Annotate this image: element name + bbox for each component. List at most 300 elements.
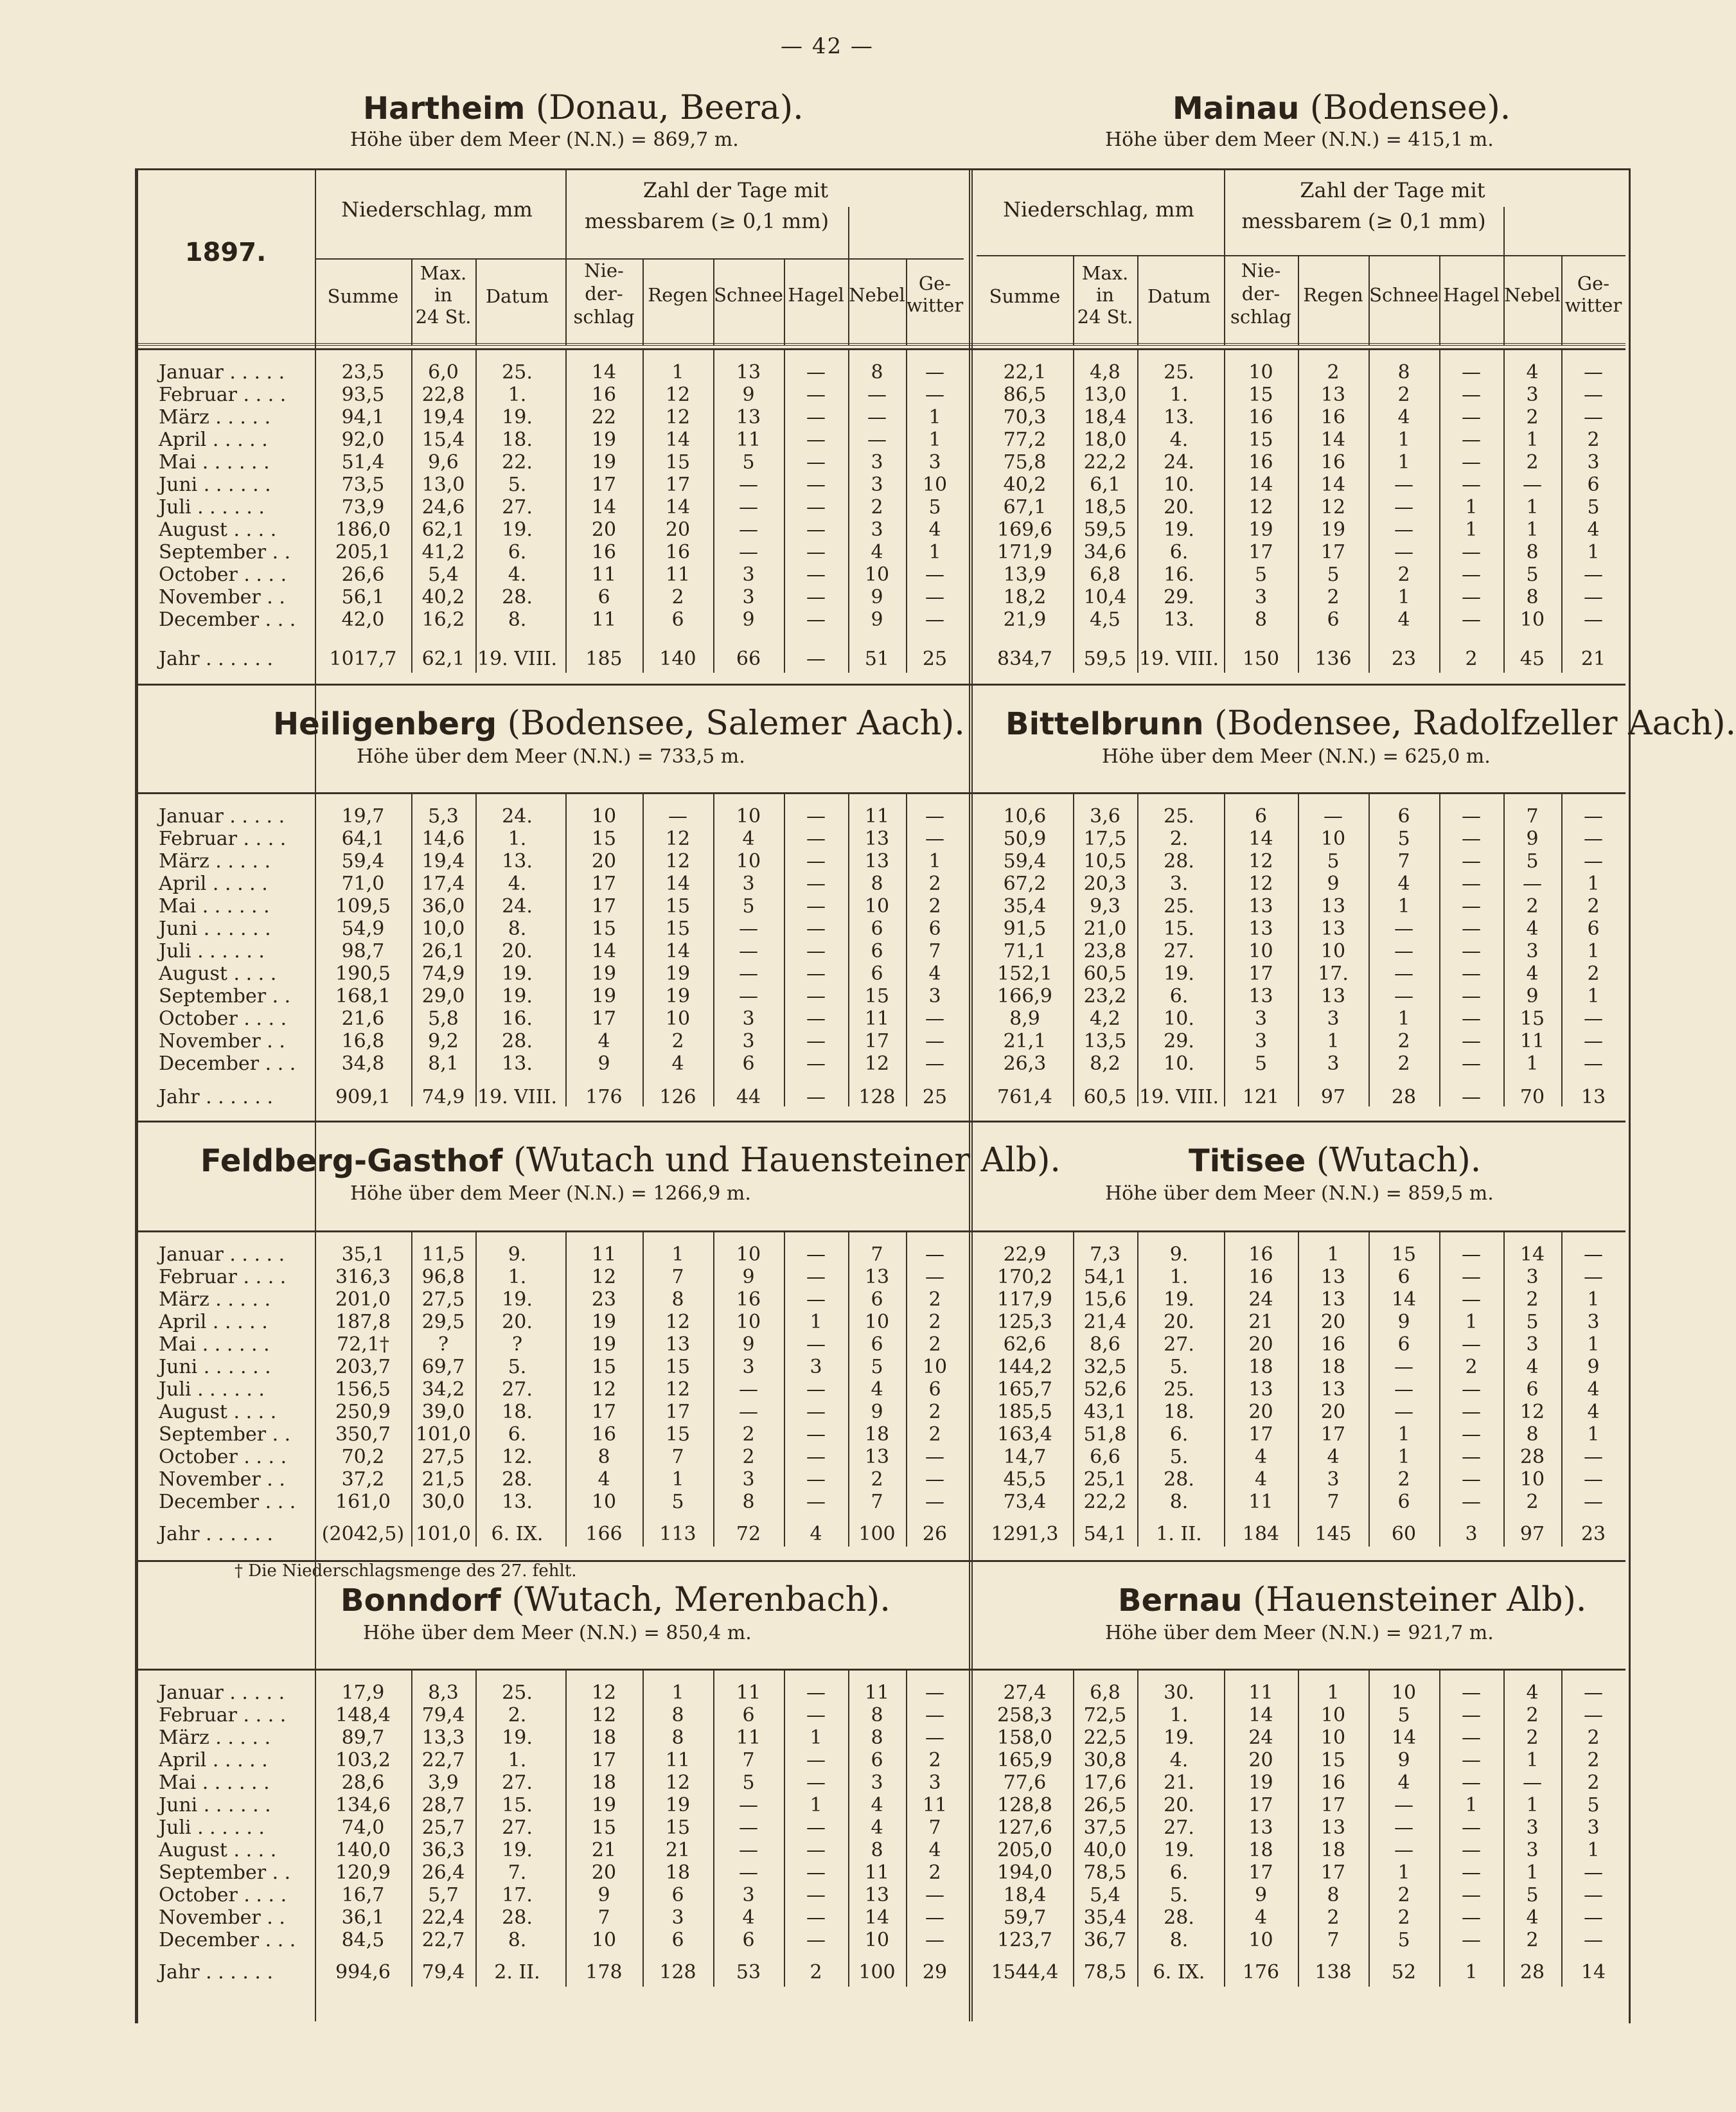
table-cell: 9 bbox=[598, 1052, 610, 1075]
table-cell: 29. bbox=[1164, 586, 1194, 608]
table-cell: 6. bbox=[1169, 985, 1189, 1007]
table-cell: 4 bbox=[1397, 608, 1410, 631]
table-cell: 2 bbox=[1397, 1468, 1410, 1491]
table-cell: 6. bbox=[508, 1423, 527, 1446]
table-cell: 1 bbox=[1465, 496, 1478, 519]
table-cell: 6 bbox=[1397, 1266, 1410, 1288]
table-cell: 14 bbox=[1320, 429, 1346, 451]
table-cell: 17,5 bbox=[1083, 828, 1127, 850]
table-cell: — bbox=[925, 1052, 944, 1075]
table-cell: 145 bbox=[1315, 1523, 1352, 1545]
table-cell: 25. bbox=[1164, 1378, 1194, 1401]
table-cell: 7 bbox=[871, 1243, 883, 1266]
left-zahl-header-2: messbarem (≥ 0,1 mm) bbox=[584, 209, 829, 233]
right-station-title bbox=[1173, 89, 1510, 128]
table-cell: 194,0 bbox=[997, 1861, 1052, 1884]
table-cell: 23 bbox=[591, 1288, 617, 1311]
month-label: November . . bbox=[159, 1906, 285, 1929]
column-rule bbox=[906, 1670, 907, 1987]
table-cell: 23 bbox=[1581, 1523, 1606, 1545]
table-cell: 13 bbox=[1248, 895, 1273, 918]
table-cell: 1 bbox=[1587, 985, 1600, 1007]
table-row bbox=[0, 1468, 1654, 1491]
table-cell: 3 bbox=[871, 474, 883, 496]
row-rule bbox=[136, 1121, 1625, 1123]
table-cell: 8 bbox=[871, 1704, 883, 1726]
table-cell: 13 bbox=[665, 1333, 691, 1356]
table-cell: 28. bbox=[502, 586, 533, 608]
table-cell: — bbox=[1462, 1266, 1481, 1288]
table-cell: — bbox=[1584, 850, 1603, 873]
station-name: Mainau bbox=[1173, 91, 1300, 127]
column-rule bbox=[642, 258, 644, 345]
table-cell: 10. bbox=[1164, 1052, 1194, 1075]
column-rule bbox=[848, 350, 849, 673]
table-cell: 19 bbox=[591, 1311, 617, 1333]
table-cell: 101,0 bbox=[416, 1423, 471, 1446]
table-cell: 19. VIII. bbox=[477, 1086, 557, 1108]
table-cell: 5. bbox=[1169, 1356, 1189, 1378]
table-cell: 15 bbox=[591, 918, 617, 940]
table-cell: 8 bbox=[1327, 1884, 1340, 1906]
table-cell: 18 bbox=[1248, 1839, 1273, 1861]
table-cell: 2 bbox=[928, 1423, 941, 1446]
table-cell: 27,5 bbox=[421, 1446, 465, 1468]
month-label: Februar . . . . bbox=[159, 828, 287, 850]
column-rule bbox=[713, 350, 714, 673]
table-cell: — bbox=[806, 1333, 826, 1356]
table-cell: 11 bbox=[736, 429, 761, 451]
table-cell: 1 bbox=[1526, 1861, 1539, 1884]
table-cell: 19 bbox=[591, 429, 617, 451]
table-cell: 28 bbox=[1519, 1961, 1545, 1983]
table-cell: — bbox=[806, 1446, 826, 1468]
table-cell: 36,7 bbox=[1083, 1929, 1127, 1951]
table-cell: 10 bbox=[1248, 361, 1273, 384]
table-cell: 5 bbox=[742, 1771, 755, 1794]
table-cell: 25. bbox=[502, 1682, 533, 1704]
table-cell: 1 bbox=[1327, 1682, 1340, 1704]
table-cell: — bbox=[925, 1906, 944, 1929]
table-cell: 12 bbox=[1320, 496, 1346, 519]
month-label: November . . bbox=[159, 1030, 285, 1052]
table-cell: 28. bbox=[502, 1906, 533, 1929]
table-cell: 2 bbox=[1465, 1356, 1478, 1378]
month-label: April . . . . . bbox=[159, 1311, 268, 1333]
table-cell: 1 bbox=[1327, 1030, 1340, 1052]
table-cell: 140,0 bbox=[335, 1839, 391, 1861]
table-cell: 15 bbox=[665, 918, 691, 940]
column-rule bbox=[1224, 168, 1225, 345]
table-cell: 13 bbox=[1248, 1378, 1273, 1401]
table-cell: 6 bbox=[1397, 805, 1410, 828]
table-cell: 7 bbox=[1327, 1929, 1340, 1951]
column-rule bbox=[642, 794, 644, 1106]
table-cell: 138 bbox=[1315, 1961, 1352, 1983]
right-nebel-header: Nebel bbox=[1504, 284, 1561, 306]
table-cell: — bbox=[1584, 586, 1603, 608]
table-cell: 4 bbox=[1526, 1906, 1539, 1929]
table-cell: 3 bbox=[1587, 451, 1600, 474]
table-cell: 14,7 bbox=[1003, 1446, 1047, 1468]
month-label: Mai . . . . . . bbox=[159, 895, 270, 918]
table-cell: 6 bbox=[742, 1052, 755, 1075]
month-label: Januar . . . . . bbox=[159, 361, 285, 384]
table-cell: 19 bbox=[665, 1794, 691, 1816]
table-cell: 2 bbox=[1397, 1884, 1410, 1906]
table-cell: 316,3 bbox=[335, 1266, 391, 1288]
table-cell: 72,5 bbox=[1083, 1704, 1127, 1726]
column-rule bbox=[1503, 1232, 1505, 1547]
table-cell: 187,8 bbox=[335, 1311, 391, 1333]
table-cell: 18,4 bbox=[1083, 406, 1127, 429]
table-cell: 10 bbox=[864, 1929, 890, 1951]
table-cell: 2 bbox=[928, 1861, 941, 1884]
month-label: Juli . . . . . . bbox=[159, 940, 265, 963]
table-row bbox=[0, 1491, 1654, 1513]
table-cell: — bbox=[1462, 1884, 1481, 1906]
month-label: October . . . . bbox=[159, 563, 287, 586]
table-cell: — bbox=[1462, 940, 1481, 963]
table-cell: 16 bbox=[1248, 1243, 1273, 1266]
table-cell: 14 bbox=[665, 940, 691, 963]
table-cell: 1 bbox=[671, 1243, 684, 1266]
table-cell: 165,9 bbox=[997, 1749, 1052, 1771]
table-cell: — bbox=[806, 850, 826, 873]
table-cell: 5 bbox=[1397, 1929, 1410, 1951]
table-cell: 1 bbox=[1397, 586, 1410, 608]
table-cell: 165,7 bbox=[997, 1378, 1052, 1401]
table-cell: 16 bbox=[1248, 406, 1273, 429]
table-cell: — bbox=[739, 985, 758, 1007]
table-row bbox=[0, 895, 1654, 918]
table-cell: 16 bbox=[591, 384, 617, 406]
month-label: Juni . . . . . . bbox=[159, 918, 271, 940]
table-cell: — bbox=[1462, 451, 1481, 474]
month-label: März . . . . . bbox=[159, 850, 271, 873]
table-cell: 1 bbox=[1587, 873, 1600, 895]
table-cell: 1 bbox=[1397, 1007, 1410, 1030]
table-row bbox=[0, 648, 1654, 670]
column-rule bbox=[1503, 1670, 1505, 1987]
right-max-header-2: in bbox=[1096, 284, 1114, 306]
table-cell: 10,4 bbox=[1083, 586, 1127, 608]
table-cell: 1017,7 bbox=[329, 648, 397, 670]
table-cell: 19. bbox=[502, 1839, 533, 1861]
table-cell: 19. VIII. bbox=[1139, 648, 1219, 670]
table-cell: 10 bbox=[591, 1929, 617, 1951]
table-cell: 6 bbox=[671, 1884, 684, 1906]
table-cell: 15 bbox=[1391, 1243, 1417, 1266]
table-cell: 5 bbox=[1526, 563, 1539, 586]
table-cell: 8 bbox=[671, 1288, 684, 1311]
table-cell: — bbox=[1462, 1401, 1481, 1423]
table-cell: 2 bbox=[1327, 361, 1340, 384]
table-cell: 9,6 bbox=[428, 451, 459, 474]
table-cell: 2 bbox=[1526, 1929, 1539, 1951]
table-cell: 17 bbox=[1320, 1794, 1346, 1816]
table-row bbox=[0, 1961, 1654, 1983]
table-cell: 1. bbox=[508, 384, 527, 406]
table-cell: 60,5 bbox=[1083, 963, 1127, 985]
table-cell: — bbox=[1394, 918, 1413, 940]
table-cell: — bbox=[1394, 1378, 1413, 1401]
table-cell: 36,3 bbox=[421, 1839, 465, 1861]
table-cell: 10 bbox=[1391, 1682, 1417, 1704]
table-cell: 9 bbox=[1397, 1311, 1410, 1333]
table-cell: 1 bbox=[928, 541, 941, 563]
table-cell: 8 bbox=[1397, 361, 1410, 384]
table-cell: 134,6 bbox=[335, 1794, 391, 1816]
column-rule bbox=[475, 1232, 477, 1547]
table-cell: 52 bbox=[1391, 1961, 1417, 1983]
column-rule bbox=[906, 258, 907, 345]
table-cell: 17,9 bbox=[341, 1682, 385, 1704]
right-max-header-3: 24 St. bbox=[1077, 306, 1133, 328]
table-cell: 2 bbox=[928, 1401, 941, 1423]
table-cell: 4 bbox=[1254, 1446, 1268, 1468]
table-cell: 28. bbox=[1164, 1468, 1194, 1491]
table-cell: 4. bbox=[508, 563, 527, 586]
table-cell: 6 bbox=[928, 1378, 941, 1401]
table-cell: — bbox=[1584, 1884, 1603, 1906]
table-cell: 3 bbox=[1587, 1816, 1600, 1839]
month-label: Juli . . . . . . bbox=[159, 496, 265, 519]
table-cell: 4 bbox=[1397, 873, 1410, 895]
month-label: April . . . . . bbox=[159, 1749, 268, 1771]
table-cell: 18. bbox=[502, 1401, 533, 1423]
table-cell: 2 bbox=[1587, 895, 1600, 918]
table-cell: — bbox=[925, 1446, 944, 1468]
table-cell: 12 bbox=[591, 1704, 617, 1726]
table-cell: 79,4 bbox=[421, 1704, 465, 1726]
right-gewitter-header-2: witter bbox=[1564, 294, 1622, 316]
table-cell: 21,4 bbox=[1083, 1311, 1127, 1333]
column-rule bbox=[1298, 794, 1299, 1106]
table-cell: 43,1 bbox=[1083, 1401, 1127, 1423]
table-cell: 1 bbox=[1465, 1311, 1478, 1333]
column-rule bbox=[642, 1670, 644, 1987]
table-cell: — bbox=[1462, 384, 1481, 406]
table-cell: — bbox=[1462, 1243, 1481, 1266]
table-cell: 1 bbox=[1465, 1961, 1478, 1983]
table-cell: 3 bbox=[1526, 940, 1539, 963]
table-cell: 205,0 bbox=[997, 1839, 1052, 1861]
table-cell: 5 bbox=[1254, 563, 1268, 586]
column-rule bbox=[1439, 1232, 1440, 1547]
table-cell: 23 bbox=[1391, 648, 1417, 670]
table-cell: 3 bbox=[928, 451, 941, 474]
table-cell: 3 bbox=[742, 586, 755, 608]
table-cell: 12 bbox=[665, 1771, 691, 1794]
column-rule bbox=[1073, 350, 1074, 673]
table-cell: — bbox=[1462, 586, 1481, 608]
table-cell: 168,1 bbox=[335, 985, 391, 1007]
table-cell: 103,2 bbox=[335, 1749, 391, 1771]
table-cell: 11 bbox=[736, 1726, 761, 1749]
table-cell: 16 bbox=[591, 1423, 617, 1446]
table-cell: 4 bbox=[928, 519, 941, 541]
table-cell: 16,2 bbox=[421, 608, 465, 631]
column-rule bbox=[906, 794, 907, 1106]
column-rule bbox=[1439, 350, 1440, 673]
table-cell: 54,1 bbox=[1083, 1266, 1127, 1288]
table-cell: 16. bbox=[502, 1007, 533, 1030]
left-nebel-header: Nebel bbox=[849, 284, 905, 306]
table-cell: 350,7 bbox=[335, 1423, 391, 1446]
station-name: Bernau bbox=[1118, 1583, 1243, 1619]
table-cell: 4 bbox=[1254, 1906, 1268, 1929]
table-row bbox=[0, 805, 1654, 828]
table-cell: 37,5 bbox=[1083, 1816, 1127, 1839]
table-cell: 22. bbox=[502, 451, 533, 474]
table-cell: 1 bbox=[1465, 519, 1478, 541]
table-cell: 6. bbox=[1169, 1861, 1189, 1884]
table-cell: — bbox=[1324, 805, 1343, 828]
table-cell: 1 bbox=[928, 406, 941, 429]
right-gewitter-header-1: Ge- bbox=[1577, 272, 1610, 294]
table-cell: 22,8 bbox=[421, 384, 465, 406]
table-cell: 13 bbox=[864, 1884, 890, 1906]
table-cell: 2 bbox=[928, 1311, 941, 1333]
table-cell: — bbox=[925, 1266, 944, 1288]
table-cell: 19. bbox=[502, 1726, 533, 1749]
table-cell: 19 bbox=[591, 963, 617, 985]
table-cell: 28. bbox=[502, 1468, 533, 1491]
table-cell: 67,1 bbox=[1003, 496, 1047, 519]
table-cell: 45 bbox=[1519, 648, 1545, 670]
table-cell: 2 bbox=[928, 1288, 941, 1311]
table-cell: 53 bbox=[736, 1961, 761, 1983]
table-cell: — bbox=[806, 1929, 826, 1951]
table-cell: 6 bbox=[871, 1288, 883, 1311]
station-name: Titisee bbox=[1189, 1143, 1306, 1179]
column-rule bbox=[1073, 794, 1074, 1106]
table-cell: 5 bbox=[1254, 1052, 1268, 1075]
table-cell: 9 bbox=[598, 1884, 610, 1906]
table-cell: 150 bbox=[1242, 648, 1280, 670]
right-hagel-header: Hagel bbox=[1443, 284, 1500, 306]
table-cell: 59,7 bbox=[1003, 1906, 1047, 1929]
table-cell: 12 bbox=[591, 1378, 617, 1401]
table-cell: 17 bbox=[1248, 1423, 1273, 1446]
table-cell: 22,4 bbox=[421, 1906, 465, 1929]
table-cell: — bbox=[1462, 1052, 1481, 1075]
table-cell: 19. bbox=[502, 963, 533, 985]
table-cell: 10 bbox=[736, 805, 761, 828]
table-cell: 67,2 bbox=[1003, 873, 1047, 895]
month-label: April . . . . . bbox=[159, 873, 268, 895]
table-cell: 2 bbox=[1397, 563, 1410, 586]
table-cell: 8. bbox=[508, 918, 527, 940]
table-cell: 3,6 bbox=[1090, 805, 1120, 828]
table-cell: — bbox=[739, 1794, 758, 1816]
table-cell: — bbox=[925, 361, 944, 384]
table-cell: — bbox=[1584, 1861, 1603, 1884]
table-cell: 8 bbox=[871, 1726, 883, 1749]
table-row bbox=[0, 1816, 1654, 1839]
table-cell: 6 bbox=[1397, 1491, 1410, 1513]
table-cell: — bbox=[925, 1007, 944, 1030]
table-cell: 994,6 bbox=[335, 1961, 391, 1983]
table-cell: 8 bbox=[742, 1491, 755, 1513]
table-cell: 18 bbox=[591, 1726, 617, 1749]
table-cell: 5 bbox=[871, 1356, 883, 1378]
table-cell: 17 bbox=[591, 1007, 617, 1030]
page-number: — 42 — bbox=[781, 33, 874, 59]
table-cell: — bbox=[1584, 1682, 1603, 1704]
left-station-title bbox=[200, 1141, 1061, 1180]
month-label: Juli . . . . . . bbox=[159, 1816, 265, 1839]
table-cell: 52,6 bbox=[1083, 1378, 1127, 1401]
table-cell: 158,0 bbox=[997, 1726, 1052, 1749]
left-niederschlag-header: Niederschlag, mm bbox=[341, 197, 533, 222]
table-cell: 1. II. bbox=[1156, 1523, 1202, 1545]
right-station-height: Höhe über dem Meer (N.N.) = 625,0 m. bbox=[1102, 745, 1491, 768]
table-cell: 10 bbox=[864, 1311, 890, 1333]
table-cell: — bbox=[1394, 474, 1413, 496]
table-cell: 29 bbox=[922, 1961, 948, 1983]
table-cell: 13. bbox=[502, 850, 533, 873]
month-label: August . . . . bbox=[159, 519, 277, 541]
table-cell: 14 bbox=[1320, 474, 1346, 496]
table-cell: 5 bbox=[1587, 496, 1600, 519]
table-cell: 15 bbox=[1248, 384, 1273, 406]
table-row bbox=[0, 1288, 1654, 1311]
column-rule bbox=[713, 1670, 714, 1987]
column-rule bbox=[784, 1232, 785, 1547]
table-cell: — bbox=[1462, 1007, 1481, 1030]
table-cell: 94,1 bbox=[341, 406, 385, 429]
table-cell: — bbox=[1584, 805, 1603, 828]
table-cell: 98,7 bbox=[341, 940, 385, 963]
table-cell: — bbox=[806, 1816, 826, 1839]
table-cell: 77,6 bbox=[1003, 1771, 1047, 1794]
table-cell: — bbox=[1394, 519, 1413, 541]
table-cell: 1 bbox=[671, 1468, 684, 1491]
table-cell: 10 bbox=[736, 850, 761, 873]
table-cell: 25,7 bbox=[421, 1816, 465, 1839]
table-cell: 1 bbox=[1397, 451, 1410, 474]
table-cell: 16 bbox=[665, 541, 691, 563]
left-max-header-2: in bbox=[434, 284, 452, 306]
table-cell: — bbox=[1584, 1446, 1603, 1468]
table-cell: 23,8 bbox=[1083, 940, 1127, 963]
table-cell: 113 bbox=[659, 1523, 696, 1545]
month-label: Januar . . . . . bbox=[159, 1243, 285, 1266]
table-cell: 163,4 bbox=[997, 1423, 1052, 1446]
table-row bbox=[0, 1749, 1654, 1771]
column-rule bbox=[1224, 794, 1225, 1106]
table-cell: 91,5 bbox=[1003, 918, 1047, 940]
table-cell: 50,9 bbox=[1003, 828, 1047, 850]
table-cell: 19,7 bbox=[341, 805, 385, 828]
table-row bbox=[0, 1311, 1654, 1333]
table-cell: 3. bbox=[1169, 873, 1189, 895]
column-rule bbox=[1561, 794, 1563, 1106]
table-cell: 126 bbox=[659, 1086, 696, 1108]
table-cell: 25. bbox=[1164, 805, 1194, 828]
table-cell: 10 bbox=[1320, 828, 1346, 850]
table-cell: — bbox=[1462, 1682, 1481, 1704]
table-cell: — bbox=[1584, 1007, 1603, 1030]
table-cell: 13 bbox=[1320, 1288, 1346, 1311]
table-cell: 3 bbox=[1327, 1052, 1340, 1075]
table-cell: 25 bbox=[922, 1086, 948, 1108]
table-cell: 8 bbox=[1526, 1423, 1539, 1446]
table-cell: 11 bbox=[591, 1243, 617, 1266]
table-cell: 29,0 bbox=[421, 985, 465, 1007]
